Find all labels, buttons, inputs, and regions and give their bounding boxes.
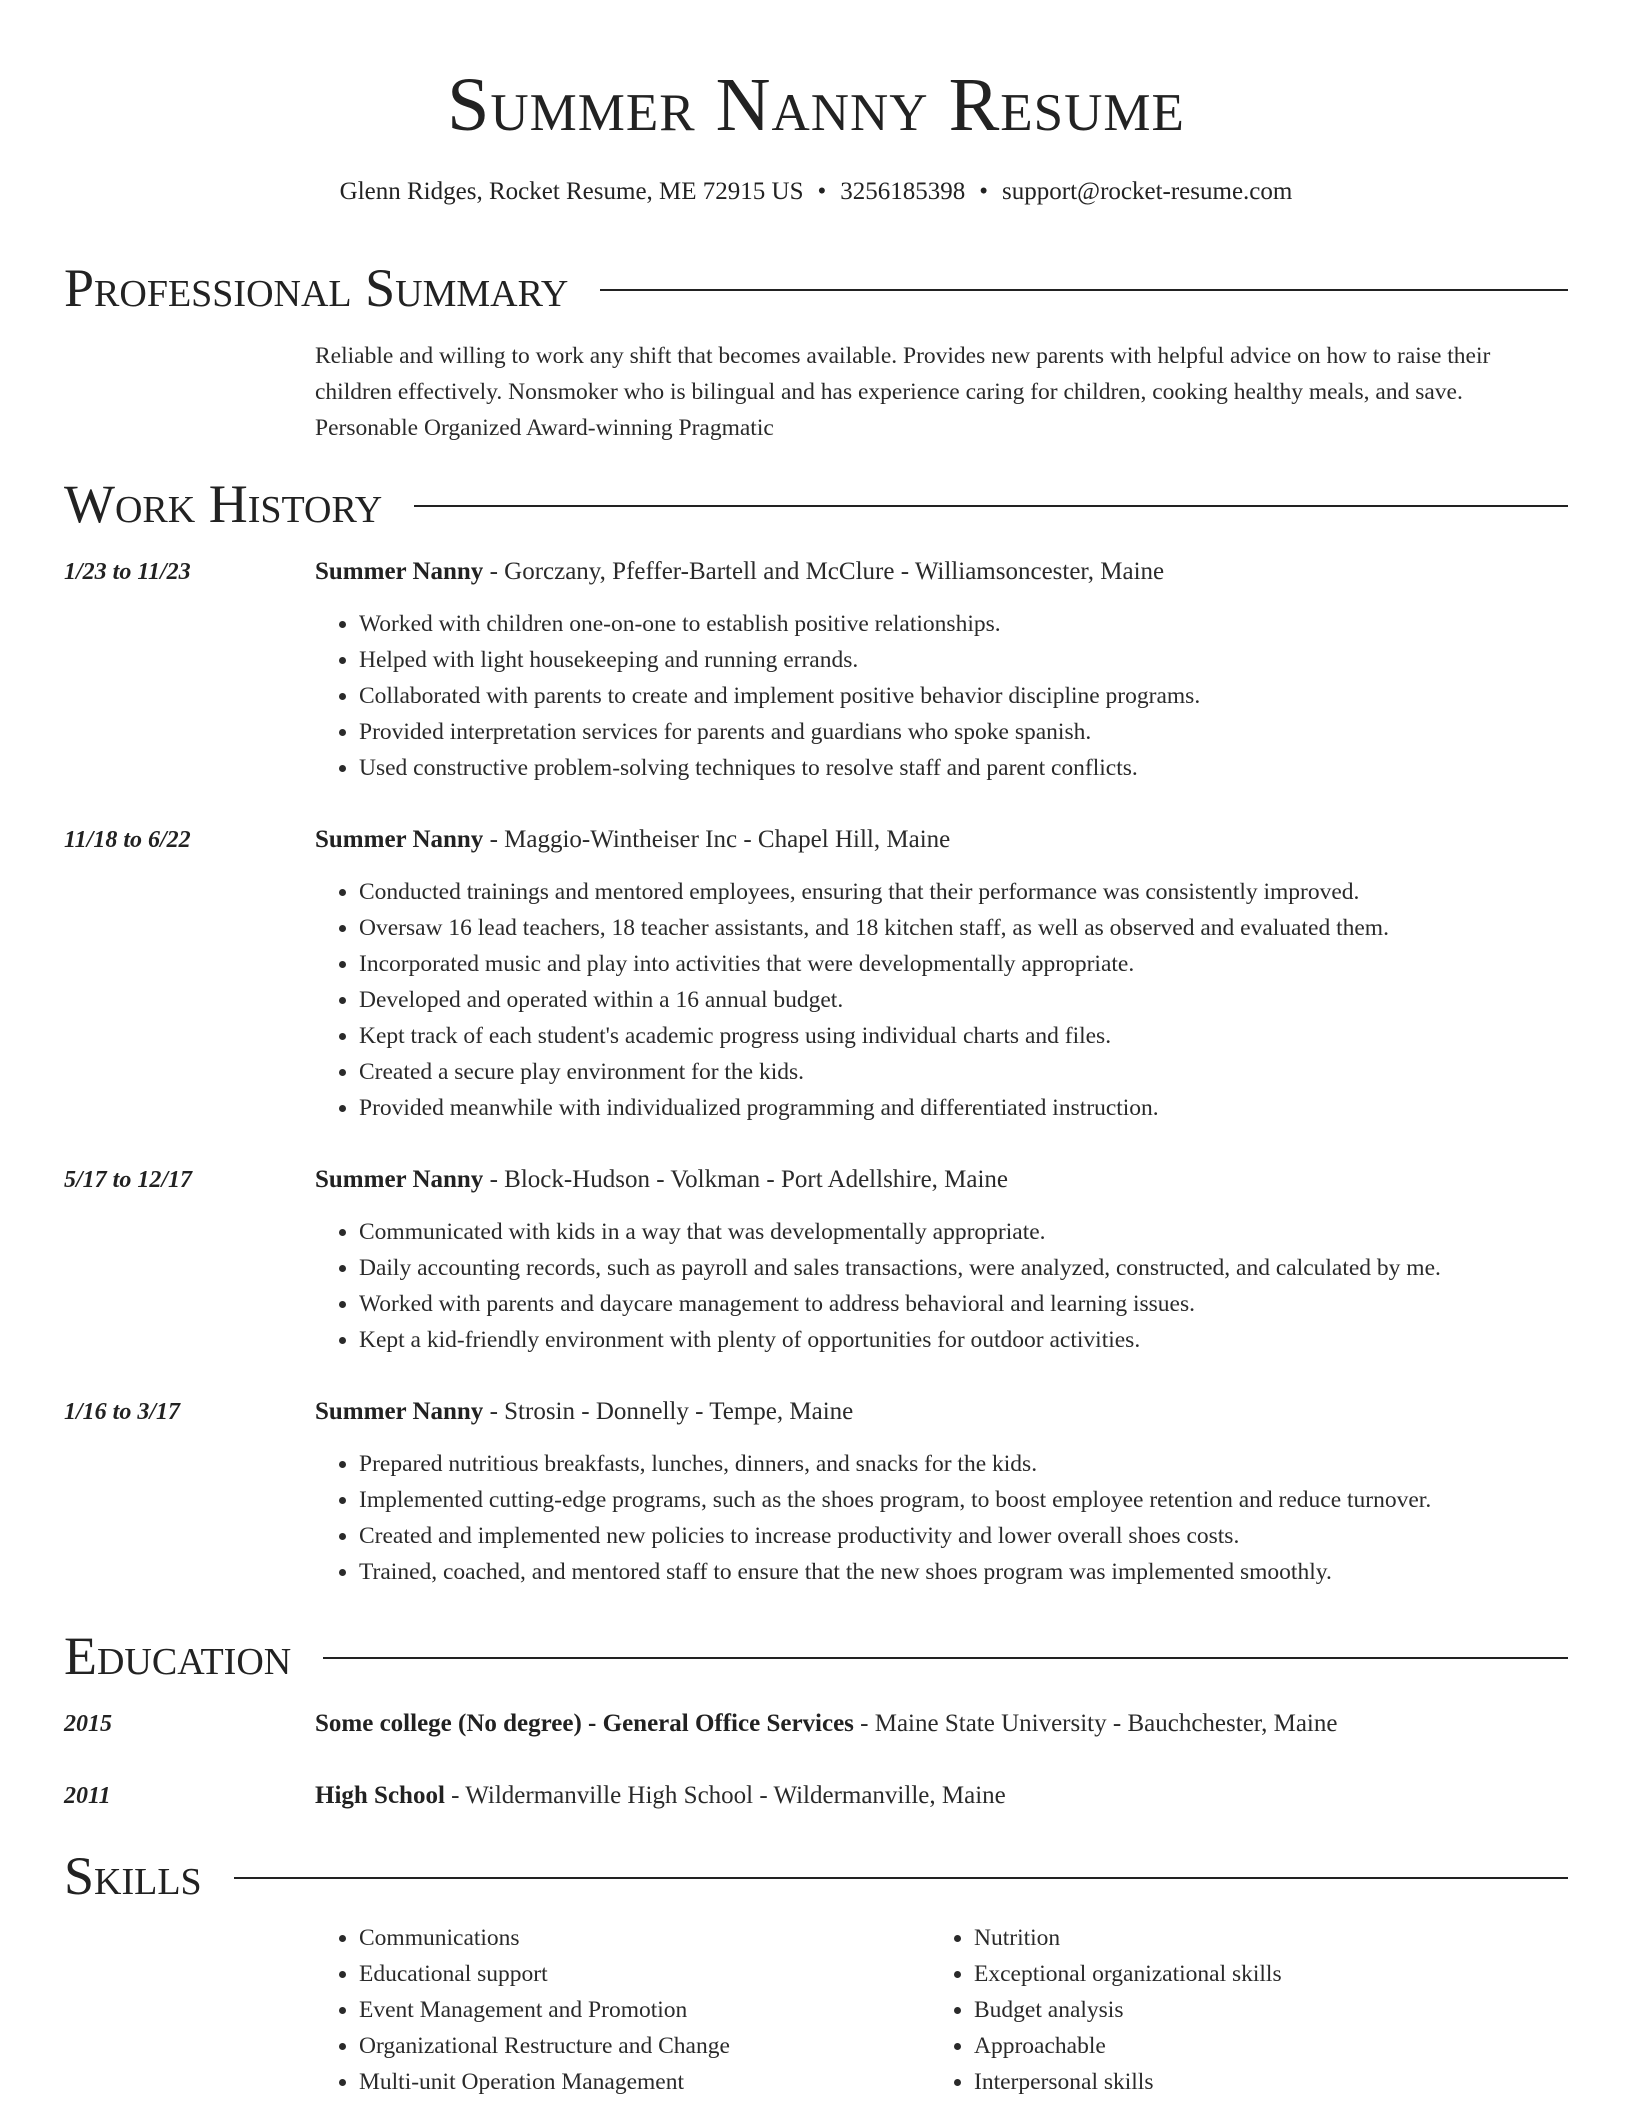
job-title: Summer Nanny <box>315 826 484 853</box>
job-heading <box>315 824 1568 856</box>
section-header-work-history <box>64 474 1568 534</box>
contact-phone: 3256185398 <box>840 178 966 205</box>
list-item: • Worked with children one-on-one to establish positive relationships. <box>359 606 1568 642</box>
job-title: Summer Nanny <box>315 558 484 585</box>
list-item: • Multi-unit Operation Management <box>359 2064 730 2100</box>
list-item: • Oversaw 16 lead teachers, 18 teacher assistants, and 18 kitchen staff, as well as observed and evaluated them. <box>359 910 1568 946</box>
list-item: • Used constructive problem-solving techniques to resolve staff and parent conflicts. <box>359 750 1568 786</box>
education-school: - Maine State University - Bauchchester, Maine <box>853 1710 1338 1737</box>
list-item: • Kept track of each student's academic progress using individual charts and files. <box>359 1018 1568 1054</box>
job-bullets <box>315 606 1568 786</box>
contact-line <box>0 176 1632 208</box>
job-dates: 11/18 to 6/22 <box>64 827 191 853</box>
section-divider <box>323 1657 1568 1659</box>
section-title: Education <box>64 1626 292 1686</box>
list-item: • Interpersonal skills <box>974 2064 1282 2100</box>
list-item: • Trained, coached, and mentored staff to ensure that the new shoes program was implemented smoothly. <box>359 1554 1568 1590</box>
list-item: • Budget analysis <box>974 1992 1282 2028</box>
job-bullets <box>315 874 1568 1126</box>
list-item: • Communications <box>359 1920 730 1956</box>
job-bullets <box>315 1214 1568 1358</box>
list-item: • Provided interpretation services for parents and guardians who spoke spanish. <box>359 714 1568 750</box>
section-header-summary <box>64 258 1568 318</box>
list-item: • Implemented cutting-edge programs, such as the shoes program, to boost employee retention and reduce turnover. <box>359 1482 1568 1518</box>
list-item: • Collaborated with parents to create and implement positive behavior discipline programs. <box>359 678 1568 714</box>
list-item: • Worked with parents and daycare management to address behavioral and learning issues. <box>359 1286 1568 1322</box>
job-title: Summer Nanny <box>315 1398 484 1425</box>
list-item: • Educational support <box>359 1956 730 1992</box>
list-item: • Prepared nutritious breakfasts, lunches, dinners, and snacks for the kids. <box>359 1446 1568 1482</box>
job-employer: - Maggio-Wintheiser Inc - Chapel Hill, Maine <box>483 826 951 853</box>
education-year: 2015 <box>64 1711 112 1737</box>
list-item: • Conducted trainings and mentored employees, ensuring that their performance was consistently improved. <box>359 874 1568 910</box>
section-header-skills <box>64 1846 1568 1906</box>
list-item: • Helped with light housekeeping and running errands. <box>359 642 1568 678</box>
list-item: • Provided meanwhile with individualized programming and differentiated instruction. <box>359 1090 1568 1126</box>
job-heading <box>315 1164 1568 1196</box>
list-item: • Kept a kid-friendly environment with plenty of opportunities for outdoor activities. <box>359 1322 1568 1358</box>
section-divider <box>234 1877 1568 1879</box>
education-heading <box>315 1708 1568 1740</box>
job-dates: 1/23 to 11/23 <box>64 559 191 585</box>
skills-column-left <box>315 1920 730 2100</box>
job-employer: - Gorczany, Pfeffer-Bartell and McClure - Williamsoncester, Maine <box>483 558 1165 585</box>
education-heading <box>315 1780 1568 1812</box>
job-bullets <box>315 1446 1568 1590</box>
summary-text: Reliable and willing to work any shift that becomes available. Provides new parents with helpful advice on how to raise their children effectively. Nonsmoker who is bilingual and has experience caring for children, cooking healthy meals, and save. Personable Organized Award-winning Pragmatic <box>315 343 1491 441</box>
list-item: • Communicated with kids in a way that was developmentally appropriate. <box>359 1214 1568 1250</box>
list-item: • Developed and operated within a 16 annual budget. <box>359 982 1568 1018</box>
list-item: • Approachable <box>974 2028 1282 2064</box>
contact-address: Glenn Ridges, Rocket Resume, ME 72915 US <box>339 178 804 205</box>
list-item: • Daily accounting records, such as payroll and sales transactions, were analyzed, constructed, and calculated by me. <box>359 1250 1568 1286</box>
list-item: • Nutrition <box>974 1920 1282 1956</box>
list-item: • Incorporated music and play into activities that were developmentally appropriate. <box>359 946 1568 982</box>
list-item: • Exceptional organizational skills <box>974 1956 1282 1992</box>
section-title: Skills <box>64 1846 202 1906</box>
job-heading <box>315 1396 1568 1428</box>
list-item: • Event Management and Promotion <box>359 1992 730 2028</box>
section-divider <box>600 289 1568 291</box>
job-employer: - Strosin - Donnelly - Tempe, Maine <box>483 1398 854 1425</box>
job-heading <box>315 556 1568 588</box>
list-item: • Created and implemented new policies to increase productivity and lower overall shoes costs. <box>359 1518 1568 1554</box>
list-item: • Created a secure play environment for the kids. <box>359 1054 1568 1090</box>
list-item: • Organizational Restructure and Change <box>359 2028 730 2064</box>
section-header-education <box>64 1626 1568 1686</box>
section-title: Work History <box>64 474 383 534</box>
contact-email: support@rocket-resume.com <box>1002 178 1293 205</box>
job-dates: 5/17 to 12/17 <box>64 1167 193 1193</box>
contact-separator: • <box>817 178 827 205</box>
skills-list <box>930 1920 1282 2100</box>
education-school: - Wildermanville High School - Wildermanville, Maine <box>444 1782 1006 1809</box>
skills-column-right <box>930 1920 1282 2100</box>
resume-title: Summer Nanny Resume <box>447 63 1185 147</box>
skills-list <box>315 1920 730 2100</box>
education-degree: Some college (No degree) - General Office Services <box>315 1710 854 1737</box>
job-dates: 1/16 to 3/17 <box>64 1399 181 1425</box>
section-divider <box>414 505 1568 507</box>
job-title: Summer Nanny <box>315 1166 484 1193</box>
contact-separator: • <box>979 178 989 205</box>
education-year: 2011 <box>64 1783 111 1809</box>
education-degree: High School <box>315 1782 445 1809</box>
section-title: Professional Summary <box>64 258 569 318</box>
job-employer: - Block-Hudson - Volkman - Port Adellshire, Maine <box>483 1166 1009 1193</box>
